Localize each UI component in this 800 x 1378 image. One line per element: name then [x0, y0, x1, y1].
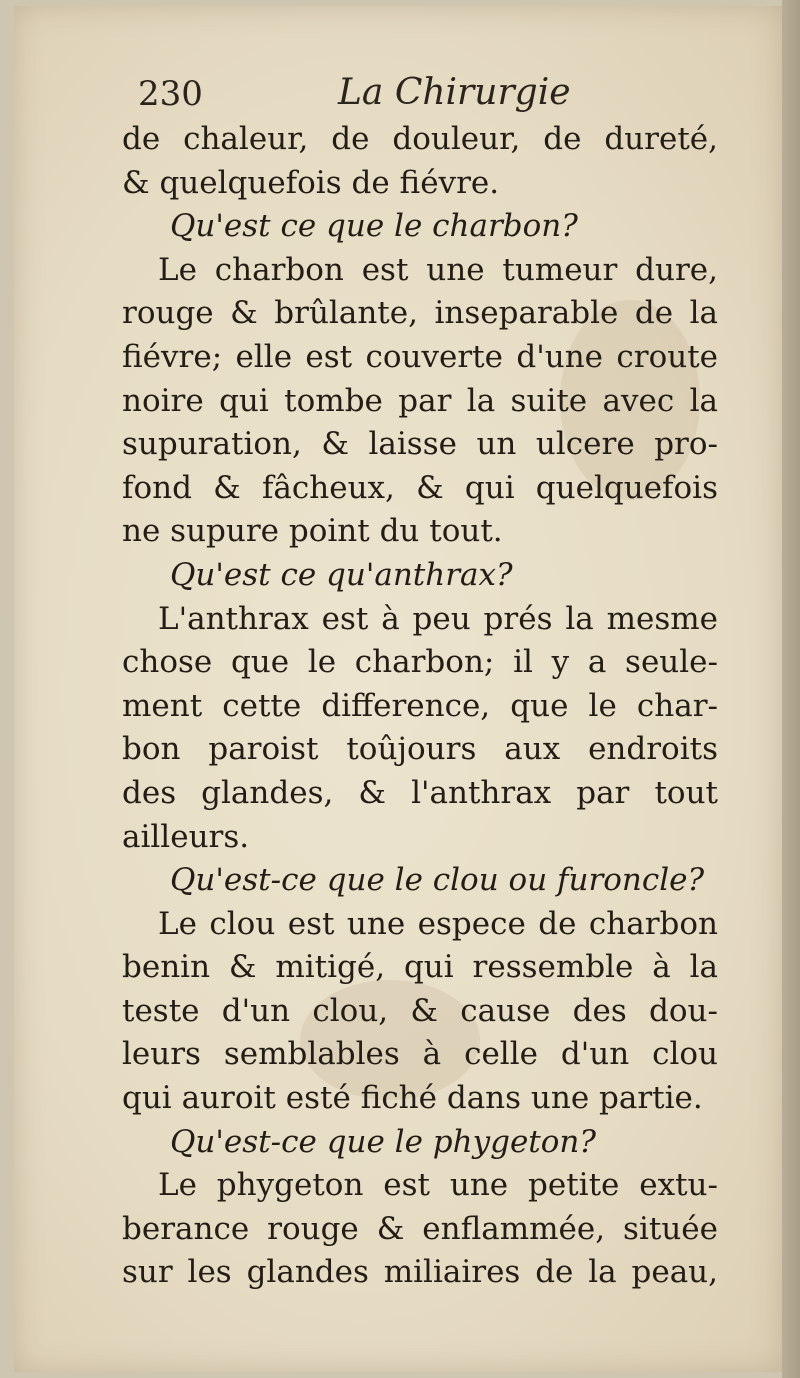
text-line: fiévre; elle est couverte d'une croute: [122, 338, 718, 375]
text-line: chose que le charbon; il y a seule-: [122, 644, 718, 681]
body-text: [122, 118, 718, 1295]
text-line: Le clou est une espece de charbon: [158, 905, 718, 942]
page-gutter: [782, 0, 800, 1378]
text-line: ailleurs.: [122, 818, 250, 855]
question-heading: Qu'est ce que le charbon?: [170, 208, 578, 245]
text-line: des glandes, & l'anthrax par tout: [122, 774, 718, 811]
text-line: benin & mitigé, qui ressemble à la: [122, 949, 718, 986]
text-line: leurs semblables à celle d'un clou: [122, 1036, 718, 1073]
text-line: & quelquefois de fiévre.: [122, 164, 500, 201]
text-line: L'anthrax est à peu prés la mesme: [158, 600, 718, 637]
text-line: supuration, & laisse un ulcere pro-: [122, 426, 718, 463]
text-line: de chaleur, de douleur, de dureté,: [122, 121, 718, 157]
running-header: [138, 68, 698, 116]
text-line: sur les glandes miliaires de la peau,: [122, 1254, 718, 1291]
text-line: rouge & brûlante, inseparable de la: [122, 295, 718, 332]
question-heading: Qu'est ce qu'anthrax?: [170, 556, 513, 593]
text-line: Le charbon est une tumeur dure,: [158, 251, 718, 288]
text-line: ment cette difference, que le char-: [122, 687, 718, 724]
text-line: teste d'un clou, & cause des dou-: [122, 992, 718, 1029]
running-title: La Chirurgie: [338, 72, 571, 113]
text-line: Le phygeton est une petite extu-: [158, 1167, 718, 1204]
question-heading: Qu'est-ce que le phygeton?: [170, 1123, 596, 1160]
question-heading: Qu'est-ce que le clou ou furoncle?: [170, 862, 705, 899]
text-line: qui auroit esté fiché dans une partie.: [122, 1080, 703, 1117]
text-line: berance rouge & enflammée, située: [122, 1210, 718, 1247]
text-line: ne supure point du tout.: [122, 513, 503, 550]
text-line: bon paroist toûjours aux endroits: [122, 731, 718, 768]
text-line: noire qui tombe par la suite avec la: [122, 382, 718, 419]
page-number: 230: [138, 74, 203, 114]
text-line: fond & fâcheux, & qui quelquefois: [122, 469, 718, 506]
